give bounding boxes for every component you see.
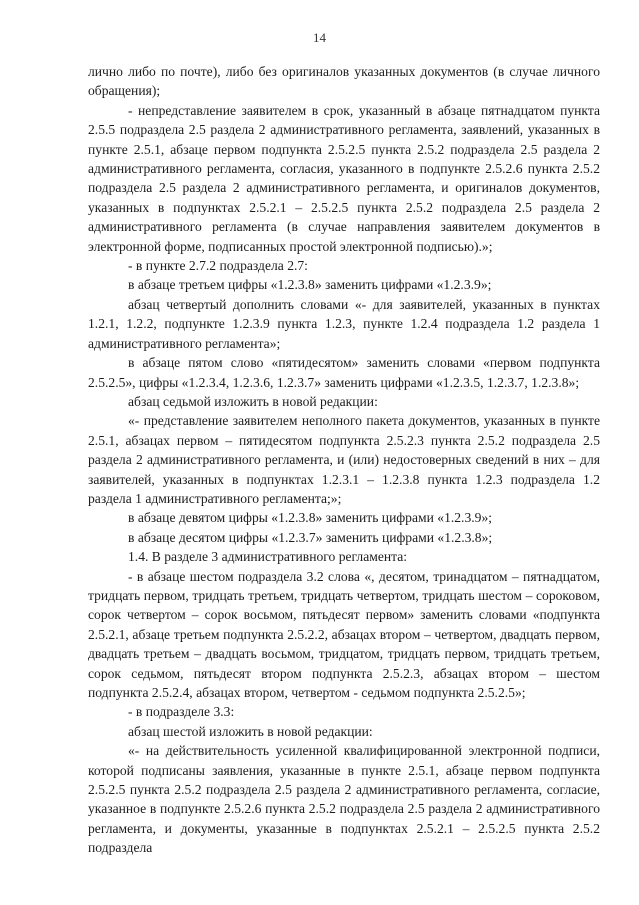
paragraph: лично либо по почте), либо без оригиналов указанных документов (в случае личного обращения); bbox=[88, 64, 600, 99]
paragraph: абзац седьмой изложить в новой редакции: bbox=[128, 393, 378, 409]
document-body bbox=[88, 62, 600, 858]
paragraph: «- на действительность усиленной квалифицированной электронной подписи, которой подписаны заявления, указанные в пункте 2.5.1, абзаце первом подпункта 2.5.2.5 пункта 2.5.2 подраздела 2.5 раздела 2 административного регламента, согласие, указанное в подпункте 2.5.2.6 пункта 2.5.2 подраздела 2.5 раздела 2 административного регламента, и документы, указанные в подпунктах 2.5.2.1 – 2.5.2.5 пункта 2.5.2 подраздела bbox=[88, 743, 600, 856]
paragraph: - в пункте 2.7.2 подраздела 2.7: bbox=[128, 258, 308, 274]
paragraph: в абзаце третьем цифры «1.2.3.8» заменить цифрами «1.2.3.9»; bbox=[128, 277, 492, 293]
paragraph: в абзаце десятом цифры «1.2.3.7» заменить цифрами «1.2.3.8»; bbox=[128, 529, 493, 545]
paragraph: - в подразделе 3.3: bbox=[128, 704, 235, 720]
paragraph: 1.4. В разделе 3 административного регламента: bbox=[128, 549, 408, 565]
paragraph: - непредставление заявителем в срок, указанный в абзаце пятнадцатом пункта 2.5.5 подраздела 2.5 раздела 2 административного регламента, заявлений, указанных в пункте 2.5.1, абзаце первом подпункта 2.5.2.5 пункта 2.5.2 подраздела 2.5 раздела 2 административного регламента, согласия, указанного в подпункте 2.5.2.6 пункта 2.5.2 подраздела 2.5 раздела 2 административного регламента, и оригиналов документов, указанных в подпунктах 2.5.2.1 – 2.5.2.5 пункта 2.5.2 подраздела 2.5 раздела 2 административного регламента (в случае направления заявителем документов в электронной форме, подписанных простой электронной подписью).»; bbox=[88, 102, 600, 254]
paragraph: - в абзаце шестом подраздела 3.2 слова «, десятом, тринадцатом – пятнадцатом, тридцать первом, тридцать третьем, тридцать четвертом, тридцать шестом – сороковом, сорок четвертом – сорок восьмом, пятьдесят первом» заменить словами «подпункта 2.5.2.1, абзаце третьем подпункта 2.5.2.2, абзацах втором – четвертом, двадцать первом, двадцать третьем – двадцать восьмом, тридцатом, тридцать первом, тридцать третьем, сорок седьмом, пятьдесят втором подпункта 2.5.2.3, абзацах втором – шестом подпункта 2.5.2.4, абзацах втором, четвертом - седьмом подпункта 2.5.2.5»; bbox=[88, 568, 600, 700]
paragraph: абзац четвертый дополнить словами «- для заявителей, указанных в пунктах 1.2.1, 1.2.2, подпункте 1.2.3.9 пункта 1.2.3, пункте 1.2.4 подраздела 1.2 раздела 1 административного регламента»; bbox=[88, 296, 600, 351]
paragraph: абзац шестой изложить в новой редакции: bbox=[128, 723, 373, 739]
page-number: 14 bbox=[313, 30, 326, 45]
paragraph: в абзаце девятом цифры «1.2.3.8» заменить цифрами «1.2.3.9»; bbox=[128, 510, 493, 526]
paragraph: «- представление заявителем неполного пакета документов, указанных в пункте 2.5.1, абзацах первом – пятидесятом подпункта 2.5.2.3 пункта 2.5.2 подраздела 2.5 раздела 2 административного регламента, и (или) недостоверных сведений в них – для заявителей, указанных в подпунктах 1.2.3.1 – 1.2.3.8 пункта 1.2.3 подраздела 1.2 раздела 1 административного регламента;»; bbox=[88, 413, 600, 506]
paragraph: в абзаце пятом слово «пятидесятом» заменить словами «первом подпункта 2.5.2.5», цифры «1.2.3.4, 1.2.3.6, 1.2.3.7» заменить цифрами «1.2.3.5, 1.2.3.7, 1.2.3.8»; bbox=[88, 355, 600, 390]
